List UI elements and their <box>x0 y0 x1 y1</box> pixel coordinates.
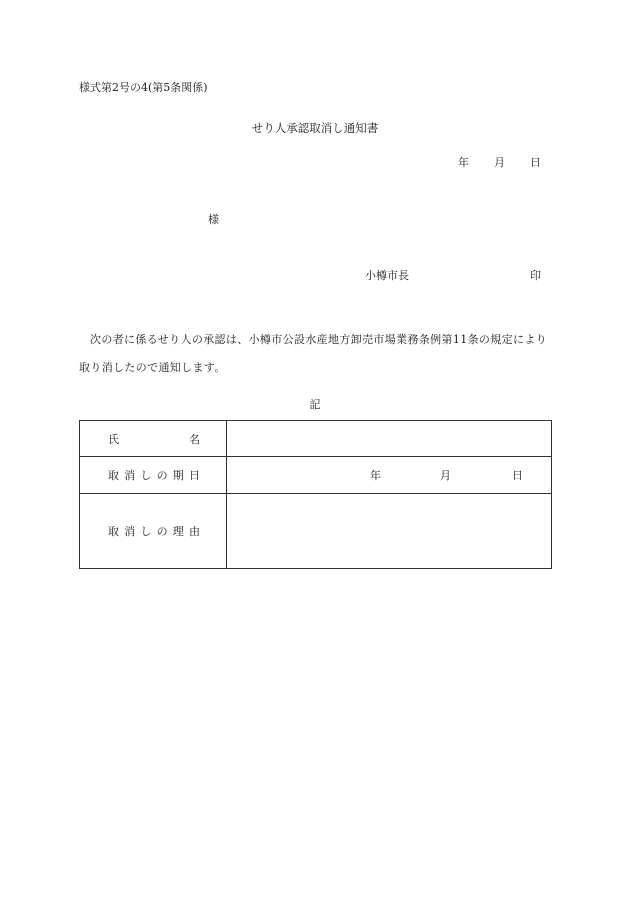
label-char: 期 <box>172 469 184 482</box>
issuer-name: 小樽市長 <box>365 269 409 282</box>
cancel-date-day: 日 <box>512 469 523 482</box>
header-date-year: 年 <box>458 156 469 169</box>
table-row-cancel-reason <box>80 494 552 569</box>
label-char: 取 <box>108 469 119 482</box>
label-char: 名 <box>189 432 200 446</box>
seal-mark: 印 <box>530 269 541 282</box>
addressee-suffix: 様 <box>208 213 219 226</box>
cancel-date-month: 月 <box>440 469 451 482</box>
label-char: 理 <box>172 525 184 538</box>
label-char: 消 <box>124 469 136 482</box>
cancel-reason-field[interactable] <box>227 494 552 569</box>
cancel-date-field[interactable] <box>227 457 552 494</box>
label-char: 氏 <box>108 432 119 446</box>
label-char: し <box>140 525 152 538</box>
label-char: の <box>156 525 168 538</box>
name-field[interactable] <box>227 421 552 457</box>
header-date-day: 日 <box>530 156 541 169</box>
table-row-cancel-date <box>80 457 552 494</box>
label-char: 由 <box>188 525 200 538</box>
notice-body: 次の者に係るせり人の承認は、小樽市公設水産地方卸売市場業務条例第11条の規定により取り消したので通知します。 <box>79 333 548 374</box>
label-name <box>80 421 227 457</box>
table-row-name <box>80 421 552 457</box>
form-number: 様式第2号の4(第5条関係) <box>79 81 208 94</box>
ki-heading: 記 <box>309 398 321 411</box>
header-date-month: 月 <box>494 156 505 169</box>
label-cancel-reason <box>80 494 227 569</box>
label-char: 取 <box>108 525 119 538</box>
document-title: せり人承認取消し通知書 <box>251 121 379 135</box>
label-cancel-date <box>80 457 227 494</box>
label-char: の <box>156 469 168 482</box>
label-char: 消 <box>124 525 136 538</box>
label-char: 日 <box>188 469 200 482</box>
label-char: し <box>140 469 152 482</box>
cancel-date-year: 年 <box>370 469 381 482</box>
details-table <box>79 420 552 569</box>
